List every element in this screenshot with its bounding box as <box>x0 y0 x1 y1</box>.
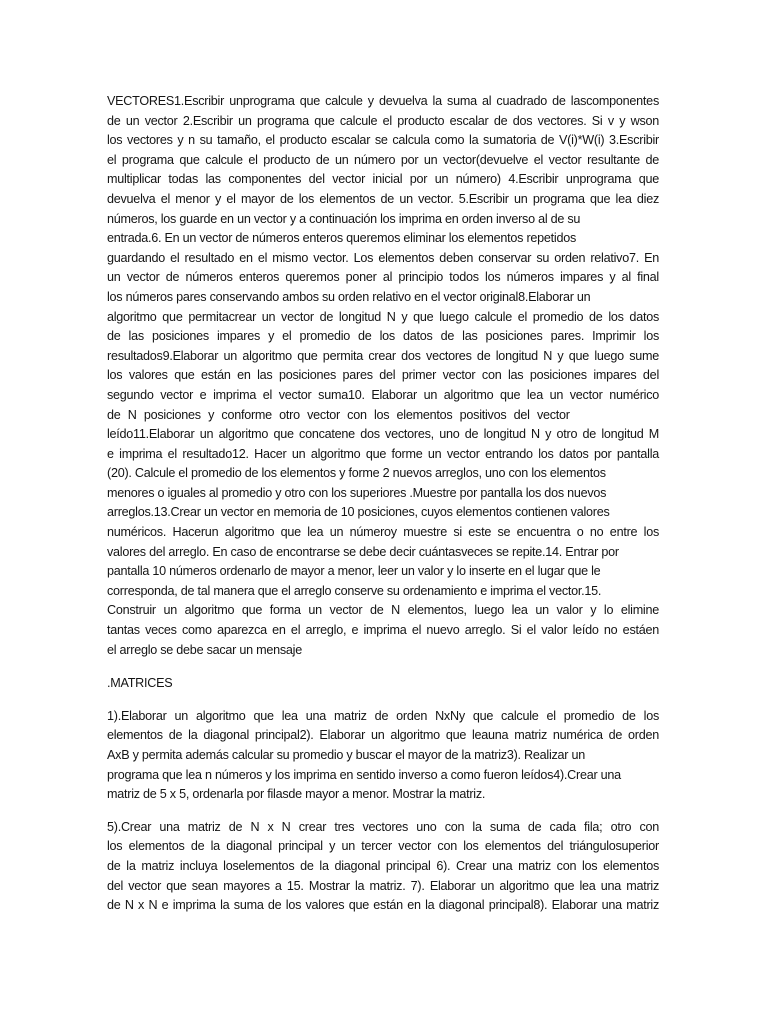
text-line: programa que lea n números y los imprima en sentido inverso a como fueron leídos4).Crear una <box>107 767 621 782</box>
text-line: menores o iguales al promedio y otro con los superiores .Muestre por pantalla los dos nuevos <box>107 485 607 500</box>
text-line: de la matriz incluya loselementos de la diagonal principal 6). Crear una matriz con los elementos <box>107 858 659 873</box>
text-line: guardando el resultado en el mismo vector. Los elementos deben conservar su orden relativo7. En <box>107 250 659 265</box>
text-line: multiplicar todas las componentes del vector inicial por un número) 4.Escribir unprograma que <box>107 172 659 187</box>
text-line: e imprima el resultado12. Hacer un algoritmo que forme un vector entrando los datos por pantalla <box>107 446 659 461</box>
text-line: devuelva el menor y el mayor de los elementos de un vector. 5.Escribir un programa que lea diez <box>107 191 659 206</box>
text-line: de las posiciones impares y el promedio de los datos de las posiciones pares. Imprimir los <box>107 329 659 344</box>
text-line: AxB y permita además calcular su promedio y buscar el mayor de la matriz3). Realizar un <box>107 748 586 762</box>
matrices-heading <box>107 674 659 694</box>
text-line: resultados9.Elaborar un algoritmo que permita crear dos vectores de longitud N y que luego sume <box>107 348 659 363</box>
text-line: entrada.6. En un vector de números enteros queremos eliminar los elementos repetidos <box>107 231 577 246</box>
text-line: números, los guarde en un vector y a continuación los imprima en orden inverso al de su <box>107 211 581 226</box>
section-heading: .MATRICES <box>107 676 173 691</box>
text-line: segundo vector e imprima el vector suma10. Elaborar un algoritmo que lea un vector numérico <box>107 387 659 402</box>
text-line: el arreglo se debe sacar un mensaje <box>107 642 302 657</box>
text-line: leído11.Elaborar un algoritmo que concatene dos vectores, uno de longitud N y otro de longitud M <box>107 427 659 442</box>
matrices-paragraph-2 <box>107 818 659 916</box>
text-line: VECTORES1.Escribir unprograma que calcule y devuelva la suma al cuadrado de lascomponentes <box>107 94 659 108</box>
text-line: corresponda, de tal manera que el arreglo conserve su ordenamiento e imprima el vector.15. <box>107 583 602 598</box>
document-page <box>107 92 659 916</box>
text-line: los valores que están en las posiciones pares del primer vector con las posiciones impares del <box>107 368 659 383</box>
text-line: arreglos.13.Crear un vector en memoria de 10 posiciones, cuyos elementos contienen valores <box>107 505 610 520</box>
vectores-paragraph <box>107 92 659 660</box>
matrices-paragraph-1 <box>107 707 659 805</box>
text-line: algoritmo que permitacrear un vector de longitud N y que luego calcule el promedio de los datos <box>107 309 659 324</box>
text-line: numéricos. Hacerun algoritmo que lea un númeroy muestre si este se encuentra o no entre los <box>107 525 659 540</box>
text-line: de un vector 2.Escribir un programa que calcule el producto escalar de dos vectores. Si v y wson <box>107 113 659 128</box>
text-line: los elementos de la diagonal principal y un tercer vector con los elementos del triángulosuperior <box>107 839 659 854</box>
text-line: los vectores y n su tamaño, el producto escalar se calcula como la sumatoria de V(i)*W(i) 3.Escribir <box>107 133 659 148</box>
text-line: los números pares conservando ambos su orden relativo en el vector original8.Elaborar un <box>107 289 591 304</box>
text-line: 5).Crear una matriz de N x N crear tres vectores uno con la suma de cada fila; otro con <box>107 819 659 834</box>
text-line: el programa que calcule el producto de un número por un vector(devuelve el vector resultante de <box>107 152 659 167</box>
text-line: un vector de números enteros queremos poner al principio todos los números impares y al final <box>107 270 659 285</box>
text-line: de N posiciones y conforme otro vector con los elementos positivos del vector <box>107 407 570 422</box>
text-line: valores del arreglo. En caso de encontrarse se debe decir cuántasveces se repite.14. Entrar por <box>107 544 619 559</box>
text-line: Construir un algoritmo que forma un vector de N elementos, luego lea un valor y lo elimine <box>107 603 659 618</box>
text-line: elementos de la diagonal principal2). Elaborar un algoritmo que leauna matriz numérica de orden <box>107 728 659 743</box>
text-line: de N x N e imprima la suma de los valores que están en la diagonal principal8). Elaborar una matriz <box>107 898 659 913</box>
text-line: tantas veces como aparezca en el arreglo, e imprima el nuevo arreglo. Si el valor leído no estáen <box>107 623 659 638</box>
text-line: pantalla 10 números ordenarlo de mayor a menor, leer un valor y lo inserte en el lugar que le <box>107 564 601 579</box>
text-line: 1).Elaborar un algoritmo que lea una matriz de orden NxNy que calcule el promedio de los <box>107 708 659 723</box>
text-line: del vector que sean mayores a 15. Mostrar la matriz. 7). Elaborar un algoritmo que lea una matriz <box>107 878 659 893</box>
text-line: (20). Calcule el promedio de los elementos y forme 2 nuevos arreglos, uno con los elementos <box>107 466 606 481</box>
text-line: matriz de 5 x 5, ordenarla por filasde mayor a menor. Mostrar la matriz. <box>107 787 486 802</box>
